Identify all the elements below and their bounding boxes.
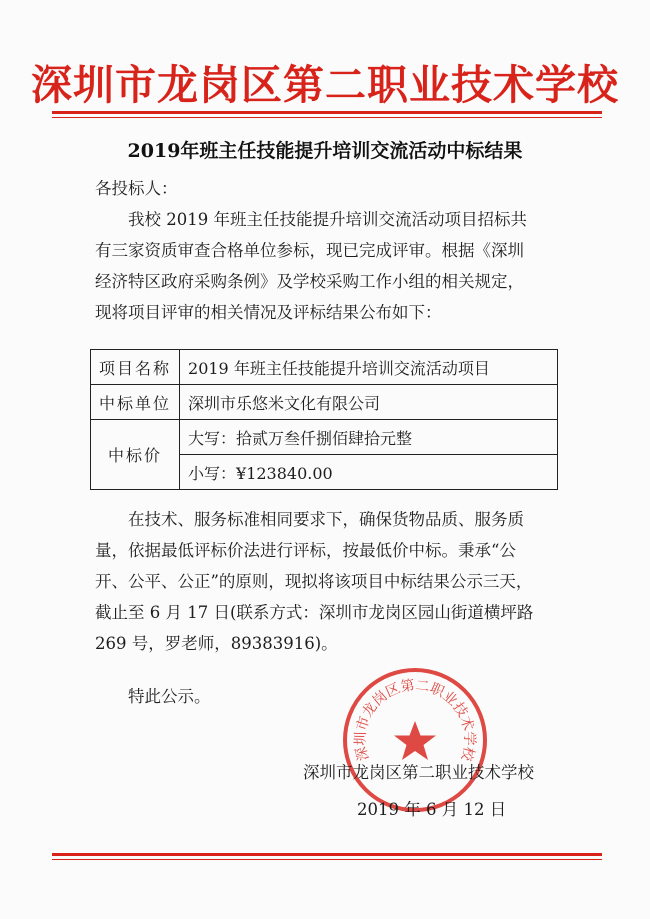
price-upper-value: 大写：拾贰万叁仟捌佰肆拾元整 [180, 420, 558, 455]
table-row [91, 420, 558, 455]
salutation: 各投标人： [95, 179, 178, 198]
table-row [91, 350, 558, 385]
intro-line: 经济特区政府采购条例》及学校采购工作小组的相关规定， [95, 272, 524, 291]
table-row [91, 385, 558, 420]
signature-date: 2019 年 6 月 12 日 [357, 800, 507, 819]
notice-text: 特此公示。 [128, 687, 211, 706]
org-letterhead: 深圳市龙岗区第二职业技术学校 [31, 61, 619, 109]
seal-graphic [340, 665, 490, 815]
intro-line: 我校 2019 年班主任技能提升培训交流活动项目招标共 [128, 210, 527, 229]
body-line: 开、公平、公正”的原则，现拟将该项目中标结果公示三天， [95, 572, 533, 591]
footer-rule-thin [52, 859, 602, 860]
intro-paragraph [95, 204, 555, 328]
header-rule-thin [52, 117, 602, 118]
seal-text: 深圳市龙岗区第二职业技术学校 [352, 677, 478, 763]
project-name-label: 项目名称 [91, 350, 180, 385]
header-rule-thick [52, 111, 602, 114]
body-paragraph [95, 504, 555, 659]
project-name-value: 2019 年班主任技能提升培训交流活动项目 [180, 350, 558, 385]
intro-line: 有三家资质审查合格单位参标，现已完成评审。根据《深圳 [95, 241, 524, 260]
price-lower-value: 小写：¥123840.00 [180, 455, 558, 490]
intro-line: 现将项目评审的相关情况及评标结果公布如下： [95, 303, 442, 322]
body-line: 在技术、服务标准相同要求下，确保货物品质、服务质 [128, 510, 524, 529]
body-line: 量，依据最低评标价法进行评标，按最低价中标。秉承“公 [95, 541, 516, 560]
body-line: 截止至 6 月 17 日(联系方式：深圳市龙岗区园山街道横坪路 [95, 603, 534, 622]
body-line: 269 号，罗老师，89383916)。 [95, 634, 338, 653]
footer-rule-thick [52, 853, 602, 856]
winner-value: 深圳市乐悠米文化有限公司 [180, 385, 558, 420]
signature-org: 深圳市龙岗区第二职业技术学校 [303, 763, 534, 782]
award-table [90, 349, 558, 490]
price-label: 中标价 [91, 420, 180, 490]
official-seal-stamp [340, 665, 490, 815]
seal-star-icon [394, 721, 436, 760]
document-title: 2019年班主任技能提升培训交流活动中标结果 [127, 140, 523, 162]
winner-label: 中标单位 [91, 385, 180, 420]
